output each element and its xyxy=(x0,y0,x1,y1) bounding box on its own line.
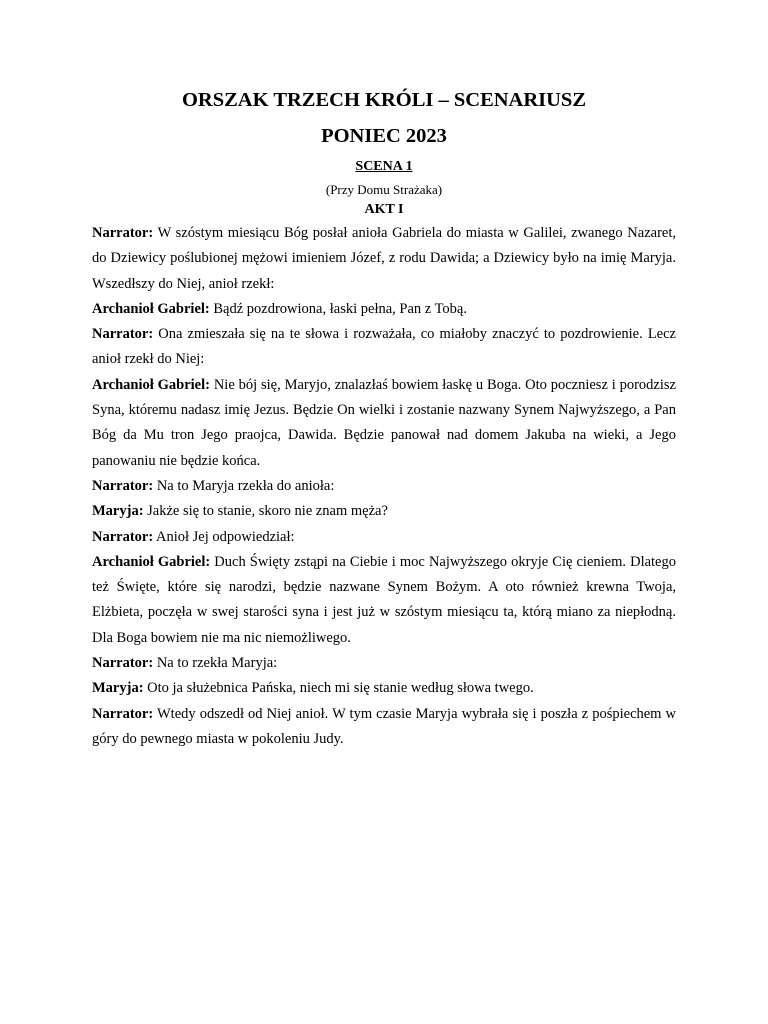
dialogue-line xyxy=(92,550,676,651)
speaker-name: Archanioł Gabriel: xyxy=(92,553,211,570)
dialogue-text: Bądź pozdrowiona, łaski pełna, Pan z Tobą. xyxy=(209,300,467,317)
dialogue-line xyxy=(92,373,676,474)
dialogue-line xyxy=(92,297,676,322)
speaker-name: Narrator: xyxy=(92,477,154,494)
speaker-name: Narrator: xyxy=(92,655,154,672)
dialogue-line xyxy=(92,525,676,550)
document-title: ORSZAK TRZECH KRÓLI – SCENARIUSZ xyxy=(181,89,587,111)
dialogue-list xyxy=(92,221,676,752)
dialogue-text: Ona zmieszała się na te słowa i rozważała, co miałoby znaczyć to pozdrowienie. Lecz anioł rzekł do Niej: xyxy=(92,326,676,368)
dialogue-text: Nie bój się, Maryjo, znalazłaś bowiem łaskę u Boga. Oto poczniesz i porodzisz Syna, któremu nadasz imię Jezus. Będzie On wielki i zostanie nazwany Synem Najwyższego, a Pan Bóg da Mu tron Jego praojca, Dawida. Będzie panował nad domem Jakuba na wieki, a Jego panowaniu nie będzie końca. xyxy=(92,376,676,469)
dialogue-line xyxy=(92,499,676,524)
dialogue-text: Duch Święty zstąpi na Ciebie i moc Najwyższego okryje Cię cieniem. Dlatego też Święte, które się narodzi, będzie nazwane Synem Bożym. A oto również krewna Twoja, Elżbieta, poczęła w swej starości syna i jest już w szóstym miesiącu ta, którą miano za niepłodną. Dla Boga bowiem nie ma nic niemożliwego. xyxy=(92,553,676,646)
dialogue-text: Anioł Jej odpowiedział: xyxy=(153,528,295,545)
dialogue-text: Na to rzekła Maryja: xyxy=(153,655,278,672)
scene-location: (Przy Domu Strażaka) xyxy=(325,182,443,197)
speaker-name: Maryja: xyxy=(92,503,144,520)
speaker-name: Archanioł Gabriel: xyxy=(92,376,210,393)
document-content xyxy=(92,82,676,752)
speaker-name: Narrator: xyxy=(92,326,154,343)
speaker-name: Narrator: xyxy=(92,225,154,241)
speaker-name: Narrator: xyxy=(92,528,154,545)
dialogue-line xyxy=(92,702,676,753)
dialogue-line xyxy=(92,474,676,499)
dialogue-line xyxy=(92,221,676,297)
scene-heading: SCENA 1 xyxy=(355,159,413,174)
dialogue-text: Na to Maryja rzekła do anioła: xyxy=(153,477,335,494)
dialogue-line xyxy=(92,322,676,373)
document-subtitle: PONIEC 2023 xyxy=(321,125,447,147)
speaker-name: Maryja: xyxy=(92,680,144,697)
dialogue-text: Wtedy odszedł od Niej anioł. W tym czasie Maryja wybrała się i poszła z pośpiechem w góry do pewnego miasta w pokoleniu Judy. xyxy=(92,705,676,747)
act-heading: AKT I xyxy=(364,202,404,217)
dialogue-text: W szóstym miesiącu Bóg posłał anioła Gabriela do miasta w Galilei, zwanego Nazaret, do Dziewicy poślubionej mężowi imieniem Józef, z rodu Dawida; a Dziewicy było na imię Maryja. Wszedłszy do Niej, anioł rzekł: xyxy=(92,225,676,292)
dialogue-line xyxy=(92,651,676,676)
dialogue-line xyxy=(92,676,676,701)
dialogue-text: Jakże się to stanie, skoro nie znam męża? xyxy=(143,503,388,520)
speaker-name: Archanioł Gabriel: xyxy=(92,300,210,317)
dialogue-text: Oto ja służebnica Pańska, niech mi się stanie według słowa twego. xyxy=(143,680,534,697)
speaker-name: Narrator: xyxy=(92,705,154,722)
